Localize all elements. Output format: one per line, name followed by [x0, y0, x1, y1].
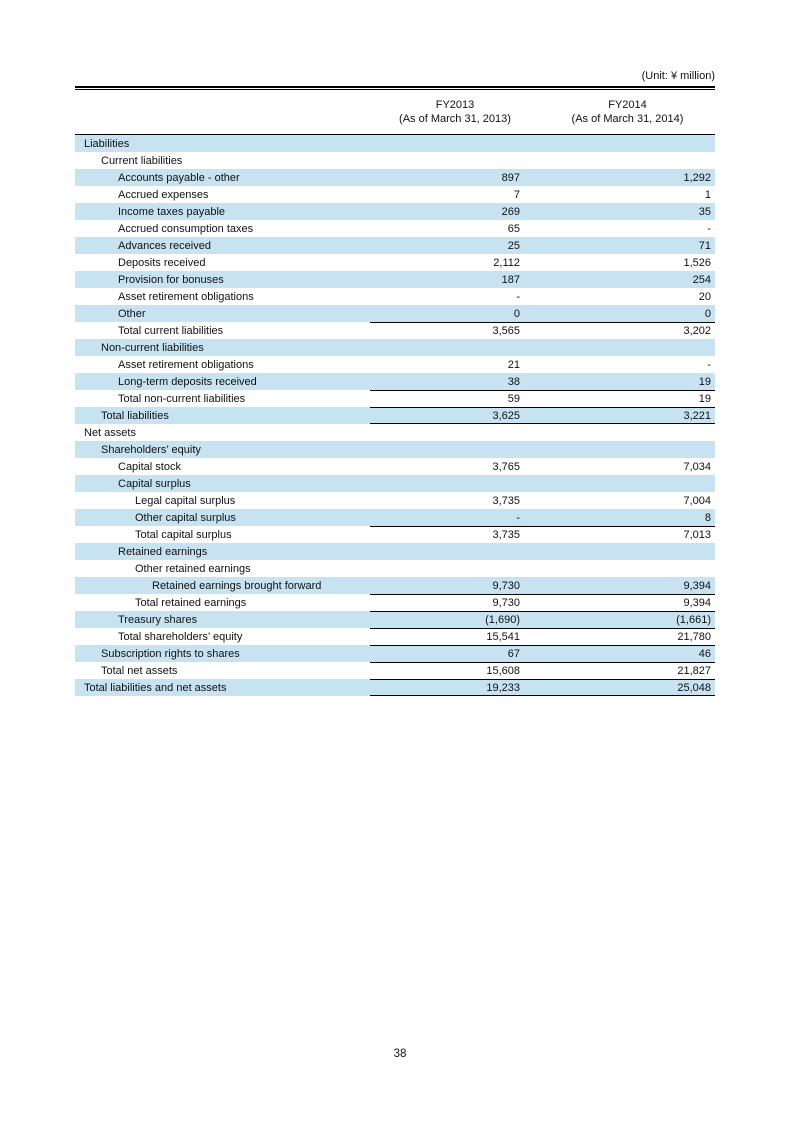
table-row [75, 169, 715, 186]
value-fy2013: 7 [513, 188, 520, 201]
row-label: Total capital surplus [135, 528, 232, 541]
row-label: Asset retirement obligations [118, 358, 254, 371]
row-values [370, 424, 715, 441]
row-label: Other retained earnings [135, 562, 251, 575]
row-label: Provision for bonuses [118, 273, 224, 286]
value-fy2014: (1,661) [676, 614, 711, 626]
row-values [370, 186, 715, 203]
fy2013-subtitle: (As of March 31, 2013) [399, 113, 511, 125]
row-label: Current liabilities [101, 154, 183, 167]
value-fy2013: 65 [507, 222, 520, 235]
value-fy2013: 19,233 [486, 681, 520, 694]
table-row [75, 458, 715, 475]
row-values [370, 271, 715, 288]
row-label: Non-current liabilities [101, 341, 204, 354]
value-fy2013: 15,608 [486, 665, 520, 677]
row-label: Retained earnings brought forward [152, 579, 322, 592]
table-row [75, 186, 715, 203]
row-label: Accrued consumption taxes [118, 222, 254, 235]
column-header-fy2014 [540, 90, 715, 134]
value-fy2013: 38 [507, 375, 520, 388]
value-fy2013: 15,541 [486, 631, 520, 643]
table-row [75, 441, 715, 458]
row-label: Net assets [84, 426, 136, 439]
row-values [370, 322, 715, 339]
table-row [75, 679, 715, 696]
row-values [370, 526, 715, 543]
row-label: Long-term deposits received [118, 375, 257, 388]
row-label: Other capital surplus [135, 511, 236, 524]
table-row [75, 254, 715, 271]
value-fy2013: 897 [501, 171, 520, 184]
row-values [370, 237, 715, 254]
row-values [370, 441, 715, 458]
row-label: Accounts payable - other [118, 171, 240, 184]
table-row [75, 543, 715, 560]
table-row [75, 628, 715, 645]
value-fy2014 [540, 424, 715, 441]
column-header-fy2013 [370, 90, 540, 134]
table-row [75, 390, 715, 407]
page-number: 38 [393, 1048, 407, 1060]
table-row [75, 203, 715, 220]
row-label: Legal capital surplus [135, 494, 236, 507]
value-fy2014 [540, 339, 715, 356]
table-row [75, 135, 715, 152]
value-fy2014: 7,004 [683, 494, 711, 507]
row-label: Treasury shares [118, 613, 198, 626]
table-row [75, 492, 715, 509]
row-values [370, 203, 715, 220]
value-fy2014: 19 [698, 393, 711, 405]
value-fy2014 [540, 543, 715, 560]
row-values [370, 135, 715, 152]
row-label: Deposits received [118, 256, 206, 269]
row-label: Total shareholders’ equity [118, 630, 243, 643]
row-values [370, 220, 715, 237]
value-fy2014: 0 [704, 307, 711, 320]
fy2013-title: FY2013 [435, 99, 475, 111]
row-values [370, 339, 715, 356]
row-label: Income taxes payable [118, 205, 226, 218]
row-label: Total non-current liabilities [118, 392, 246, 405]
table-row [75, 339, 715, 356]
value-fy2013: 0 [513, 307, 520, 320]
table-row [75, 509, 715, 526]
table-row [75, 594, 715, 611]
row-values [370, 492, 715, 509]
table-row [75, 152, 715, 169]
value-fy2014: 20 [698, 290, 711, 303]
value-fy2014: 254 [692, 273, 711, 286]
fy2014-title: FY2014 [608, 99, 647, 111]
row-values [370, 509, 715, 526]
row-values [370, 543, 715, 560]
value-fy2014: 19 [698, 375, 711, 388]
value-fy2013: 9,730 [492, 597, 520, 609]
table-row [75, 373, 715, 390]
row-values [370, 288, 715, 305]
row-label: Total liabilities [101, 409, 169, 422]
row-values [370, 254, 715, 271]
value-fy2013 [370, 475, 540, 492]
value-fy2014: 3,202 [683, 325, 711, 337]
value-fy2014 [540, 560, 715, 577]
row-values [370, 407, 715, 424]
row-label: Asset retirement obligations [118, 290, 254, 303]
table-row [75, 322, 715, 339]
row-values [370, 645, 715, 662]
table-row [75, 424, 715, 441]
row-values [370, 356, 715, 373]
row-values [370, 628, 715, 645]
value-fy2013: 59 [507, 393, 520, 405]
value-fy2013: 269 [501, 205, 520, 218]
row-values [370, 560, 715, 577]
value-fy2014 [540, 135, 715, 152]
row-label: Total retained earnings [135, 596, 247, 609]
header-spacer [75, 90, 370, 134]
value-fy2013: - [516, 290, 520, 303]
value-fy2014: 71 [698, 239, 711, 252]
value-fy2014: 25,048 [677, 681, 711, 694]
row-label: Total current liabilities [118, 324, 224, 337]
value-fy2013: 3,765 [492, 460, 520, 473]
value-fy2013: - [516, 511, 520, 524]
value-fy2014: 1 [704, 188, 711, 201]
value-fy2013 [370, 339, 540, 356]
value-fy2013: 3,735 [492, 494, 520, 507]
row-values [370, 594, 715, 611]
row-label: Subscription rights to shares [101, 647, 240, 660]
table-row [75, 475, 715, 492]
table-row [75, 645, 715, 662]
row-values [370, 475, 715, 492]
value-fy2013: 9,730 [492, 579, 520, 592]
row-label: Total liabilities and net assets [84, 681, 227, 694]
value-fy2013: 25 [507, 239, 520, 252]
value-fy2014: 9,394 [683, 579, 711, 592]
value-fy2013 [370, 152, 540, 169]
row-label: Other [118, 307, 146, 320]
table-row [75, 288, 715, 305]
row-values [370, 458, 715, 475]
table-row [75, 271, 715, 288]
row-values [370, 373, 715, 390]
unit-label: (Unit: ¥ million) [641, 70, 715, 82]
row-values [370, 169, 715, 186]
row-label: Liabilities [84, 137, 130, 150]
row-label: Accrued expenses [118, 188, 209, 201]
value-fy2013 [370, 560, 540, 577]
value-fy2014: 46 [698, 648, 711, 660]
row-values [370, 611, 715, 628]
row-label: Total net assets [101, 664, 178, 677]
value-fy2013: 21 [507, 358, 520, 371]
table-row [75, 662, 715, 679]
table-row [75, 356, 715, 373]
value-fy2013: 2,112 [493, 256, 520, 269]
table-row [75, 560, 715, 577]
value-fy2013 [370, 543, 540, 560]
value-fy2014: 1,292 [683, 171, 711, 184]
balance-sheet-table [75, 86, 715, 696]
table-body [75, 135, 715, 696]
value-fy2013: 187 [501, 273, 520, 286]
value-fy2014: 9,394 [683, 597, 711, 609]
row-label: Capital stock [118, 460, 181, 473]
value-fy2014: - [707, 222, 711, 235]
row-values [370, 679, 715, 696]
value-fy2014: 1,526 [683, 256, 711, 269]
row-label: Capital surplus [118, 477, 191, 490]
value-fy2014: 8 [704, 511, 711, 524]
value-fy2013 [370, 441, 540, 458]
table-row [75, 237, 715, 254]
value-fy2014: 3,221 [683, 409, 711, 422]
row-values [370, 390, 715, 407]
value-fy2013: (1,690) [485, 614, 520, 626]
fy2014-subtitle: (As of March 31, 2014) [571, 113, 684, 125]
value-fy2013 [370, 424, 540, 441]
value-fy2014: 21,780 [677, 631, 711, 643]
value-fy2014 [540, 152, 715, 169]
value-fy2014 [540, 441, 715, 458]
value-fy2014: - [707, 358, 711, 371]
table-row [75, 611, 715, 628]
value-fy2013 [370, 135, 540, 152]
value-fy2014: 21,827 [677, 665, 711, 677]
value-fy2014: 7,013 [683, 529, 711, 541]
row-label: Shareholders’ equity [101, 443, 201, 456]
table-row [75, 220, 715, 237]
table-row [75, 577, 715, 594]
value-fy2013: 3,625 [492, 409, 520, 422]
value-fy2013: 3,735 [492, 529, 520, 541]
row-label: Retained earnings [118, 545, 208, 558]
row-label: Advances received [118, 239, 211, 252]
table-row [75, 407, 715, 424]
row-values [370, 152, 715, 169]
value-fy2014 [540, 475, 715, 492]
row-values [370, 577, 715, 594]
value-fy2014: 35 [698, 205, 711, 218]
table-row [75, 305, 715, 322]
value-fy2013: 3,565 [492, 325, 520, 337]
row-values [370, 305, 715, 322]
table-row [75, 526, 715, 543]
table-header [75, 90, 715, 135]
value-fy2014: 7,034 [683, 460, 711, 473]
value-fy2013: 67 [507, 648, 520, 660]
row-values [370, 662, 715, 679]
